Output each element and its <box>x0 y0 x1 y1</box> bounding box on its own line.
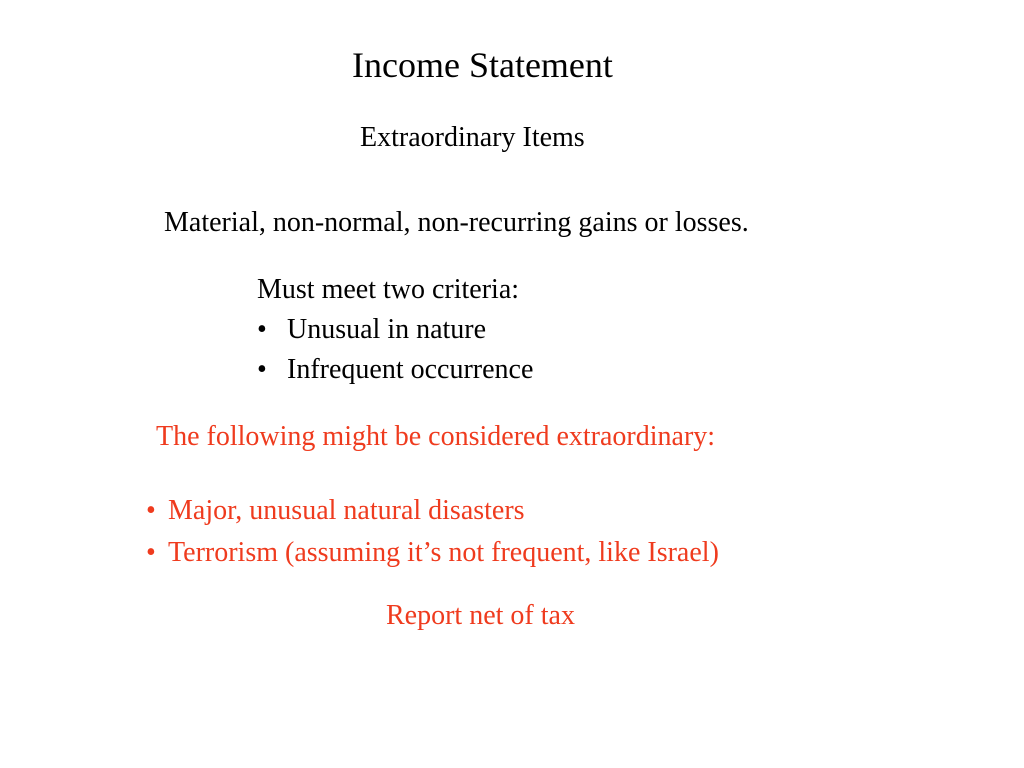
criteria-item-label: Infrequent occurrence <box>287 354 534 385</box>
definition-text: Material, non-normal, non-recurring gains or losses. <box>164 207 749 238</box>
bullet-icon: • <box>257 354 267 385</box>
list-item <box>146 490 719 532</box>
closing-note: Report net of tax <box>386 600 575 631</box>
examples-list <box>146 490 719 574</box>
bullet-icon: • <box>146 495 156 526</box>
list-item <box>146 532 719 574</box>
bullet-icon: • <box>146 537 156 568</box>
examples-block <box>146 490 719 574</box>
list-item <box>257 350 533 390</box>
example-item-label: Major, unusual natural disasters <box>168 495 525 526</box>
example-item-label: Terrorism (assuming it’s not frequent, like Israel) <box>168 537 719 568</box>
bullet-icon: • <box>257 314 267 345</box>
slide-title: Income Statement <box>352 45 613 85</box>
list-item <box>257 310 533 350</box>
criteria-list <box>257 310 533 390</box>
criteria-heading: Must meet two criteria: <box>257 274 520 305</box>
examples-intro: The following might be considered extraordinary: <box>156 421 716 452</box>
criteria-block <box>257 270 533 390</box>
criteria-item-label: Unusual in nature <box>287 314 487 345</box>
slide-subtitle: Extraordinary Items <box>360 122 585 153</box>
